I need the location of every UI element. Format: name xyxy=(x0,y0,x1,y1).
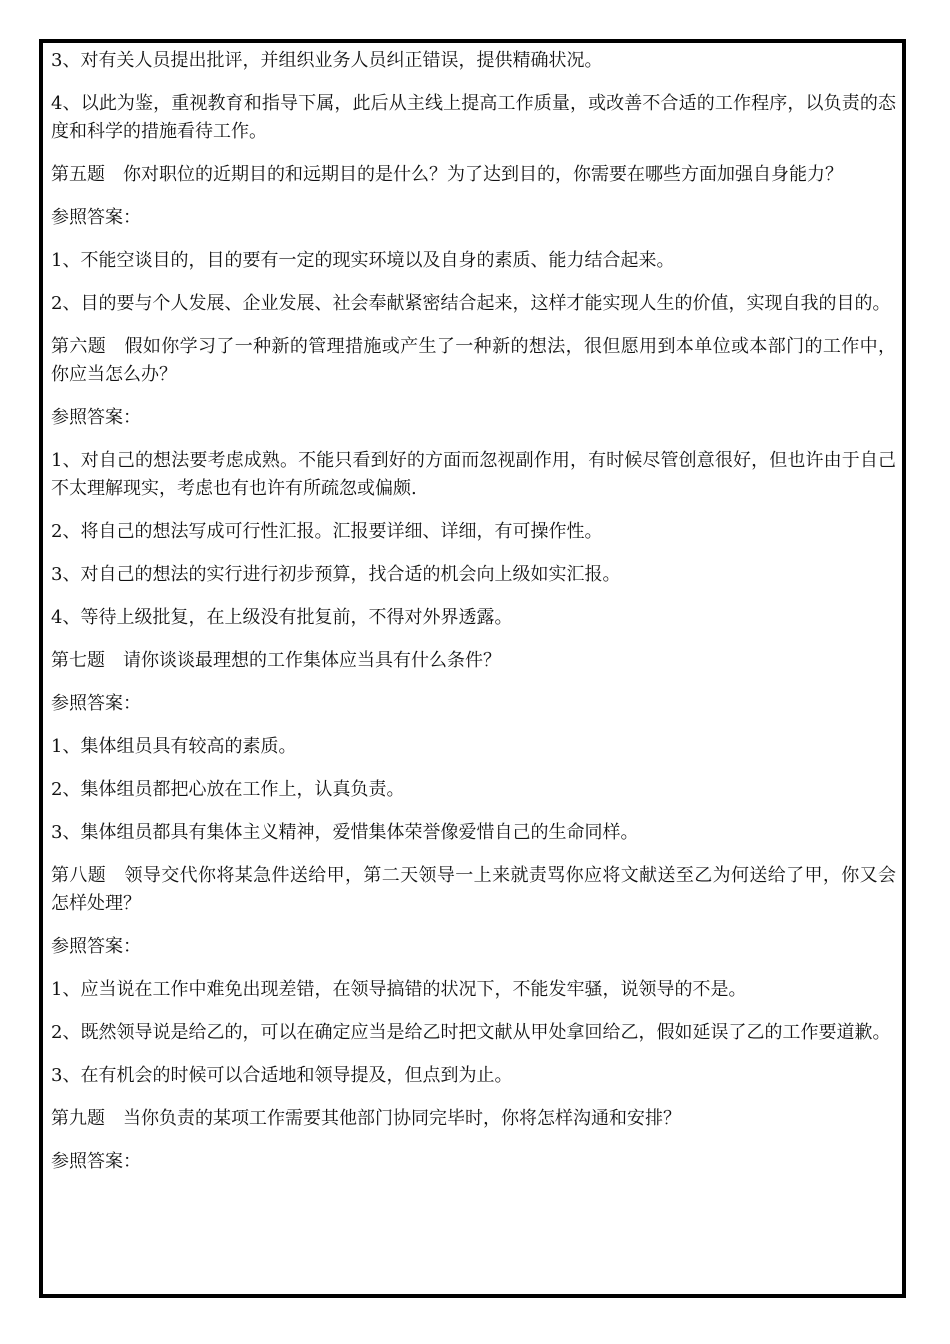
question-heading: 第五题 你对职位的近期目的和远期目的是什么？为了达到目的，你需要在哪些方面加强自身能力？ xyxy=(51,164,843,185)
page-border xyxy=(39,39,906,1298)
paragraph: 3、对自己的想法的实行进行初步预算，找合适的机会向上级如实汇报。 xyxy=(51,564,621,585)
paragraph: 2、集体组员都把心放在工作上，认真负责。 xyxy=(51,779,405,800)
paragraph: 1、集体组员具有较高的素质。 xyxy=(51,736,297,757)
answer-label: 参照答案： xyxy=(51,207,141,228)
paragraph: 1、对自己的想法要考虑成熟。不能只看到好的方面而忽视副作用，有时候尽管创意很好，但也许由于自己不太理解现实，考虑也有也许有所疏忽或偏颇. xyxy=(51,450,896,499)
paragraph: 3、集体组员都具有集体主义精神，爱惜集体荣誉像爱惜自己的生命同样。 xyxy=(51,822,639,843)
paragraph: 3、在有机会的时候可以合适地和领导提及，但点到为止。 xyxy=(51,1065,513,1086)
paragraph: 2、将自己的想法写成可行性汇报。汇报要详细、详细，有可操作性。 xyxy=(51,521,603,542)
paragraph: 1、不能空谈目的，目的要有一定的现实环境以及自身的素质、能力结合起来。 xyxy=(51,250,675,271)
question-heading: 第六题 假如你学习了一种新的管理措施或产生了一种新的想法，很但愿用到本单位或本部门的工作中，你应当怎么办？ xyxy=(51,336,896,385)
paragraph: 4、以此为鉴，重视教育和指导下属，此后从主线上提高工作质量，或改善不合适的工作程序，以负责的态度和科学的措施看待工作。 xyxy=(51,93,896,142)
paragraph: 2、既然领导说是给乙的，可以在确定应当是给乙时把文献从甲处拿回给乙，假如延误了乙的工作要道歉。 xyxy=(51,1022,891,1043)
answer-label: 参照答案： xyxy=(51,1151,141,1172)
paragraph: 3、对有关人员提出批评，并组织业务人员纠正错误，提供精确状况。 xyxy=(51,50,603,71)
document-body xyxy=(51,47,896,1191)
question-heading: 第七题 请你谈谈最理想的工作集体应当具有什么条件？ xyxy=(51,650,501,671)
paragraph: 4、等待上级批复，在上级没有批复前，不得对外界透露。 xyxy=(51,607,513,628)
answer-label: 参照答案： xyxy=(51,936,141,957)
paragraph: 2、目的要与个人发展、企业发展、社会奉献紧密结合起来，这样才能实现人生的价值，实现自我的目的。 xyxy=(51,293,891,314)
question-heading: 第九题 当你负责的某项工作需要其他部门协同完毕时，你将怎样沟通和安排？ xyxy=(51,1108,681,1129)
answer-label: 参照答案： xyxy=(51,693,141,714)
answer-label: 参照答案： xyxy=(51,407,141,428)
question-heading: 第八题 领导交代你将某急件送给甲，第二天领导一上来就责骂你应将文献送至乙为何送给了甲，你又会怎样处理？ xyxy=(51,865,896,914)
paragraph: 1、应当说在工作中难免出现差错，在领导搞错的状况下，不能发牢骚，说领导的不是。 xyxy=(51,979,747,1000)
